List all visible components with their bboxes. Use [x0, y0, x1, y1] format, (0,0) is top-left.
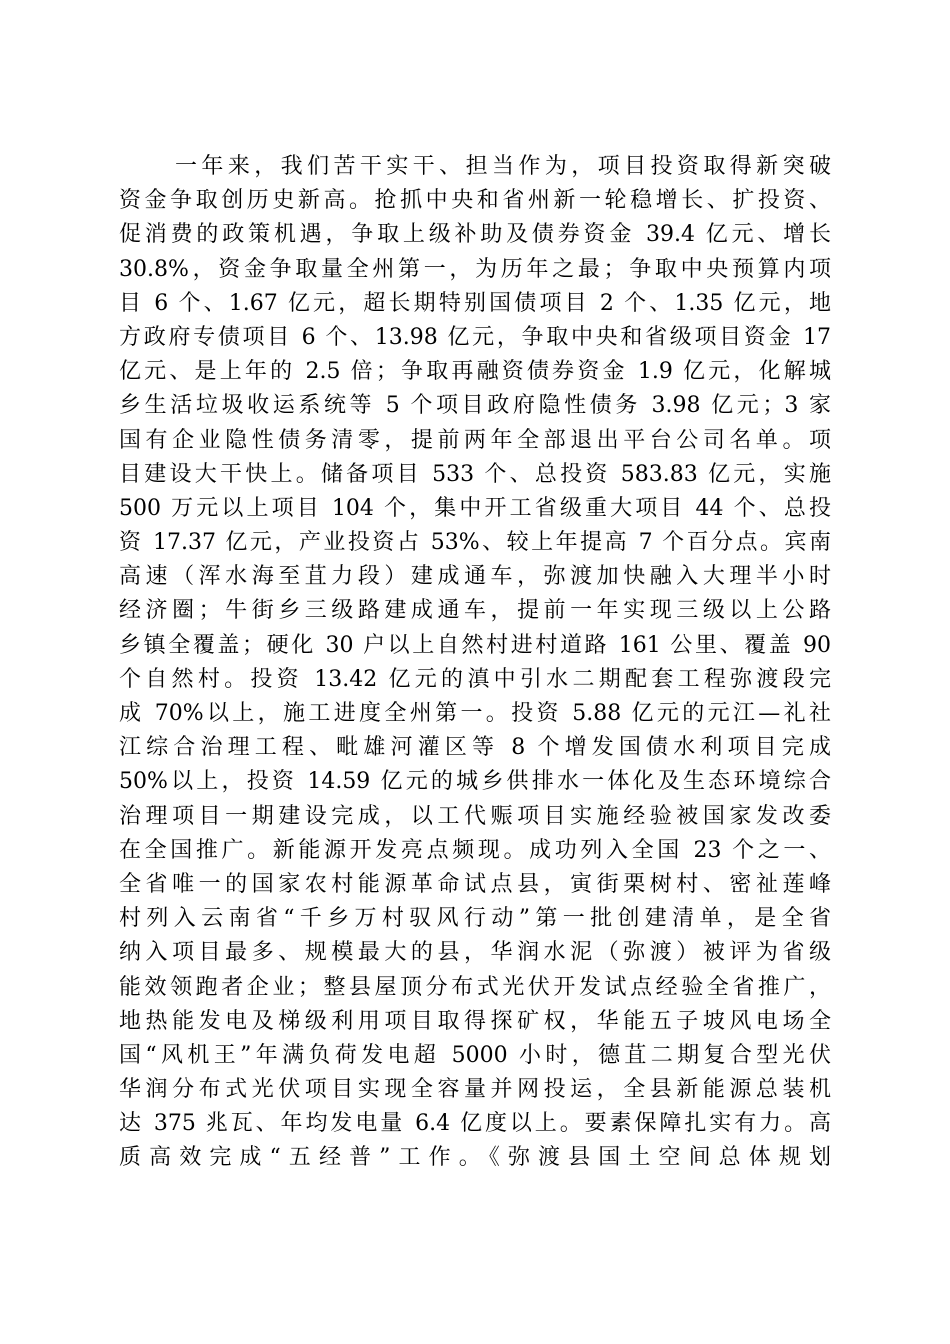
text-line: 全省唯一的国家农村能源革命试点县，寅街栗树村、密祉莲峰: [119, 871, 831, 897]
text-line: 地热能发电及梯级利用项目取得探矿权，华能五子坡风电场全: [119, 1008, 831, 1034]
text-line: 30.8%，资金争取量全州第一，为历年之最；争取中央预算内项: [119, 256, 831, 282]
text-line: 资金争取创历史新高。抢抓中央和省州新一轮稳增长、扩投资、: [119, 188, 831, 214]
text-line: 质高效完成“五经普”工作。《弥渡县国土空间总体规划: [119, 1145, 831, 1171]
text-line: 一年来，我们苦干实干、担当作为，项目投资取得新突破: [175, 154, 831, 179]
text-line: 村列入云南省“千乡万村驭风行动”第一批创建清单，是全省: [119, 906, 831, 932]
text-line: 乡生活垃圾收运系统等 5 个项目政府隐性债务 3.98 亿元；3 家: [119, 393, 831, 419]
text-line: 华润分布式光伏项目实现全容量并网投运，全县新能源总装机: [119, 1077, 831, 1103]
text-line: 经济圈；牛街乡三级路建成通车，提前一年实现三级以上公路: [119, 598, 831, 624]
text-line: 治理项目一期建设完成，以工代赈项目实施经验被国家发改委: [119, 803, 831, 829]
text-line: 在全国推广。新能源开发亮点频现。成功列入全国 23 个之一、: [119, 837, 831, 863]
text-line: 国“风机王”年满负荷发电超 5000 小时，德苴二期复合型光伏: [119, 1042, 831, 1068]
body-paragraph: [119, 150, 831, 1176]
text-line: 50%以上，投资 14.59 亿元的城乡供排水一体化及生态环境综合: [119, 769, 831, 795]
text-line: 个自然村。投资 13.42 亿元的滇中引水二期配套工程弥渡段完: [119, 666, 831, 692]
text-line: 方政府专债项目 6 个、13.98 亿元，争取中央和省级项目资金 17: [119, 324, 831, 350]
text-line: 国有企业隐性债务清零，提前两年全部退出平台公司名单。项: [119, 427, 831, 453]
text-line: 目建设大干快上。储备项目 533 个、总投资 583.83 亿元，实施: [119, 461, 831, 487]
text-line: 成 70%以上，施工进度全州第一。投资 5.88 亿元的元江—礼社: [119, 701, 831, 726]
text-line: 高速（浑水海至苴力段）建成通车，弥渡加快融入大理半小时: [119, 564, 831, 590]
text-line: 达 375 兆瓦、年均发电量 6.4 亿度以上。要素保障扎实有力。高: [119, 1111, 831, 1137]
text-line: 乡镇全覆盖；硬化 30 户以上自然村进村道路 161 公里、覆盖 90: [119, 632, 831, 658]
text-line: 资 17.37 亿元，产业投资占 53%、较上年提高 7 个百分点。宾南: [119, 530, 831, 556]
text-line: 500 万元以上项目 104 个，集中开工省级重大项目 44 个、总投: [119, 495, 831, 521]
text-line: 亿元、是上年的 2.5 倍；争取再融资债券资金 1.9 亿元，化解城: [119, 359, 831, 385]
text-line: 能效领跑者企业；整县屋顶分布式光伏开发试点经验全省推广，: [119, 974, 831, 1000]
text-line: 目 6 个、1.67 亿元，超长期特别国债项目 2 个、1.35 亿元，地: [119, 290, 831, 316]
text-line: 纳入项目最多、规模最大的县，华润水泥（弥渡）被评为省级: [119, 940, 831, 966]
text-line: 促消费的政策机遇，争取上级补助及债券资金 39.4 亿元、增长: [119, 222, 831, 248]
text-line: 江综合治理工程、毗雄河灌区等 8 个增发国债水利项目完成: [119, 735, 831, 761]
